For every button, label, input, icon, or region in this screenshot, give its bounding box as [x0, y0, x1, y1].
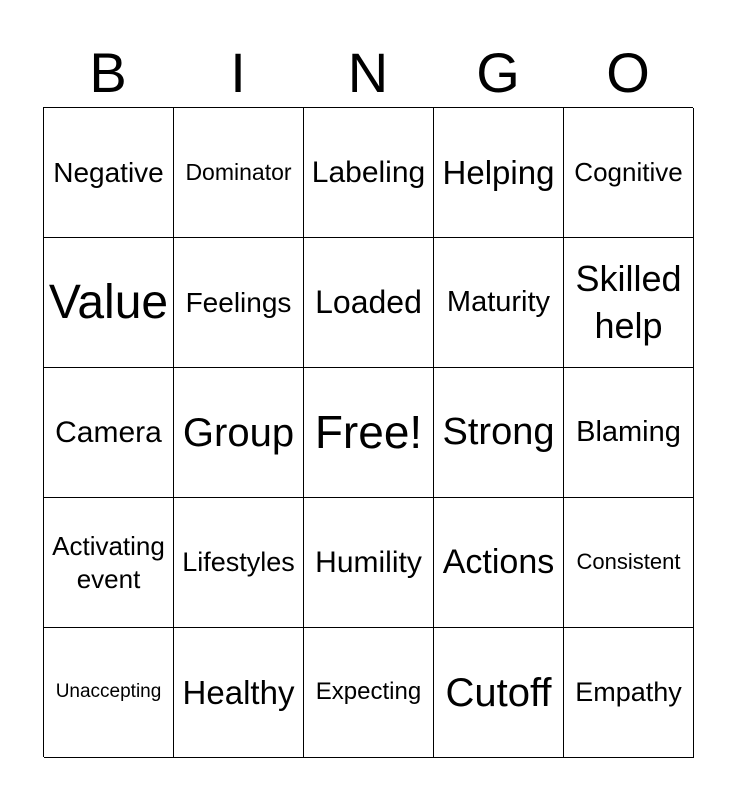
cell-text: Actions [442, 543, 555, 582]
bingo-cell[interactable] [434, 498, 564, 628]
bingo-cell[interactable] [174, 498, 304, 628]
free-space-text: Free! [314, 405, 423, 458]
cell-text: Loaded [315, 284, 422, 321]
header-letter-i: I [230, 41, 246, 104]
cell-text: Labeling [311, 155, 426, 189]
cell-text: Blaming [576, 416, 681, 449]
bingo-cell[interactable] [174, 368, 304, 498]
cell-text: Lifestyles [182, 547, 295, 578]
cell-text: Unaccepting [55, 681, 162, 703]
cell-text: Expecting [315, 678, 422, 706]
header-letter-b: B [89, 41, 127, 104]
bingo-cell[interactable] [564, 498, 694, 628]
cell-text: Cognitive [574, 156, 683, 187]
cell-text: Consistent [576, 549, 681, 575]
cell-text: Skilled help [575, 257, 682, 346]
bingo-cell[interactable] [44, 368, 174, 498]
cell-text: Helping [442, 153, 555, 191]
bingo-cell[interactable] [304, 498, 434, 628]
cell-text: Healthy [182, 673, 295, 711]
bingo-cell[interactable] [564, 238, 694, 368]
bingo-cell[interactable] [434, 628, 564, 758]
cell-text: Humility [315, 545, 422, 579]
bingo-cell[interactable] [174, 238, 304, 368]
bingo-cell[interactable] [564, 628, 694, 758]
bingo-cell[interactable] [44, 108, 174, 238]
header-letter-n: N [347, 41, 389, 104]
cell-text: Group [182, 410, 295, 455]
bingo-cell[interactable] [174, 628, 304, 758]
bingo-cell[interactable] [304, 108, 434, 238]
bingo-cell[interactable] [44, 498, 174, 628]
bingo-header [43, 42, 693, 104]
bingo-cell[interactable] [304, 628, 434, 758]
bingo-cell[interactable] [174, 108, 304, 238]
bingo-cell[interactable] [304, 238, 434, 368]
bingo-cell[interactable] [44, 238, 174, 368]
cell-text: Maturity [446, 286, 551, 319]
bingo-cell[interactable] [564, 108, 694, 238]
cell-text: Activating event [52, 531, 165, 594]
cell-text: Dominator [185, 158, 292, 185]
cell-text: Feelings [185, 286, 292, 318]
cell-text: Cutoff [445, 670, 552, 715]
bingo-cell[interactable] [434, 108, 564, 238]
bingo-cell[interactable] [434, 238, 564, 368]
cell-text: Empathy [575, 677, 682, 708]
cell-text: Value [48, 275, 169, 329]
header-letter-g: G [476, 41, 520, 104]
cell-text: Negative [53, 156, 164, 188]
free-space[interactable] [304, 368, 434, 498]
bingo-board [43, 107, 693, 757]
header-letter-o: O [606, 41, 650, 104]
cell-text: Strong [442, 410, 555, 453]
bingo-cell[interactable] [564, 368, 694, 498]
bingo-cell[interactable] [44, 628, 174, 758]
cell-text: Camera [55, 415, 162, 449]
bingo-cell[interactable] [434, 368, 564, 498]
